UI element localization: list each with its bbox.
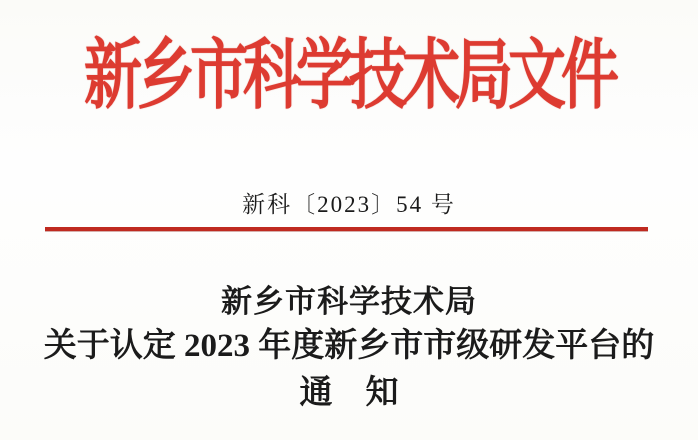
document-number: 新科〔2023〕54 号 — [242, 192, 456, 217]
notice-subject-line: 关于认定 2023 年度新乡市市级研发平台的 — [43, 328, 655, 364]
notice-title-block — [0, 286, 698, 410]
notice-issuer-line: 新乡市科学技术局 — [221, 284, 477, 319]
notice-type-line: 通 知 — [299, 375, 399, 411]
red-divider-line — [45, 227, 648, 231]
document-header-title: 新乡市科学技术局文件 — [83, 32, 614, 119]
